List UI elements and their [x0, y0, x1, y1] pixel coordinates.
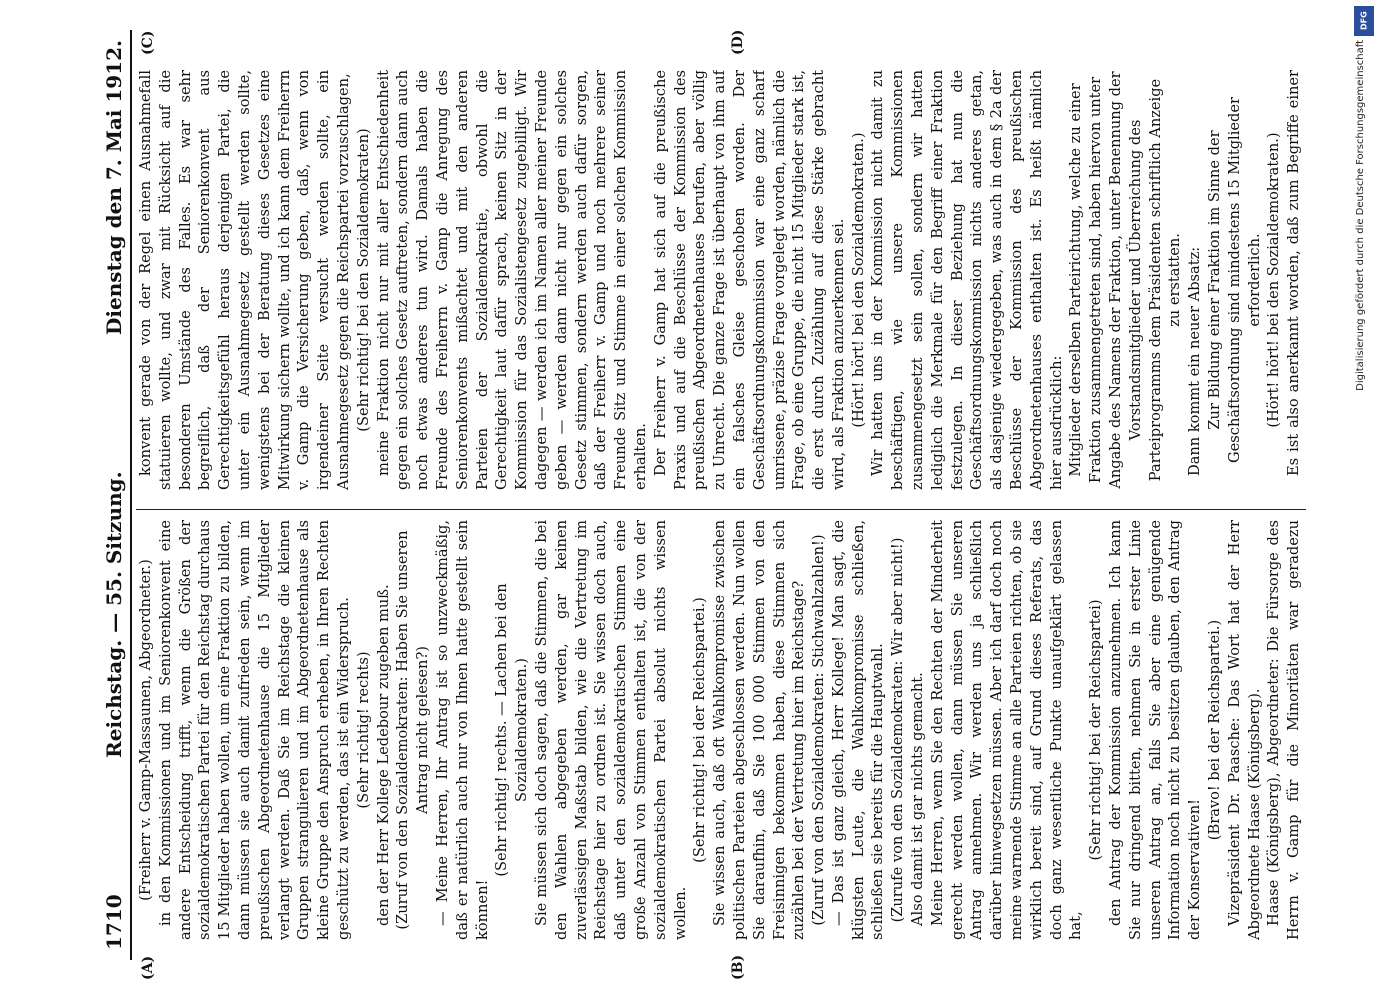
col1-paragraph: den der Herr Kollege Ledebour zugeben muß. — [374, 584, 392, 926]
col2-paragraph: Dann kommt ein neuer Absatz: — [1186, 246, 1204, 476]
col1-paragraph: (Sehr richtig! rechts. — Lachen bei den Sozialdemokraten.) — [493, 583, 531, 877]
col2-paragraph: Es ist also anerkannt worden, daß zum Begriffe einer — [1285, 70, 1303, 476]
col2-paragraph: (Hört! hört! bei den Sozialdemokraten.) — [1265, 132, 1283, 428]
col1-paragraph: den Antrag der Kommission anzunehmen. Ich kann Sie nur dringend bitten, nehmen Sie in erster Linie unseren Antrag an, falls Sie aber eine genügende Information noch nicht zu besitzen glauben, den Antrag der Konservativen! — [1107, 520, 1204, 940]
col1-paragraph: — Das ist ganz gleich, Herr Kollege! Man sagt, die klügsten Leute, die Wahlkompromisse schließen, schließen sie bereits für die Hauptwahl. — [829, 520, 887, 940]
col1-paragraph: Sie müssen sich doch sagen, daß die Stimmen, die bei den Wahlen abgegeben werden, gar keinen zuverlässigen Maßstab bilden, wie die Vertretung im Reichstage hier zu ordnen ist. Sie wissen doch auch, daß unter den sozialdemokratischen Stimmen eine große Anzahl von Stimmen enthalten ist, die von der sozialdemokratischen Partei absolut nichts wissen wollen. — [532, 520, 689, 940]
rotated-page — [40, 0, 1340, 1000]
col1-paragraph: Sie wissen auch, daß oft Wahlkompromisse zwischen politischen Parteien abgeschlossen werden. Nun wollen Sie daraufhin, daß Sie 100 000 Stimmen von den Freisinnigen bekommen haben, diese Stimmen sich zuzählen bei der Vertretung hier im Reichstage? — [711, 520, 808, 940]
col2-paragraph: meine Fraktion nicht nur mit aller Entschiedenheit gegen ein solches Gesetz auftreten, sondern dann auch noch etwas anderes tun wird. Damals haben die Freunde des Freiherrn v. Gamp die Anregung des Seniorenkonvents mißachtet und mit den anderen Parteien der Sozialdemokratie, obwohl die Gerechtigkeit laut dafür sprach, keinen Sitz in der Kommission für das Sozialistengesetz zugebilligt. Wir dagegen — werden ich im Namen aller meiner Freunde geben — werden dann nicht nur gegen ein solches Gesetz stimmen, sondern werden auch dafür sorgen, daß der Freiherr v. Gamp und noch mehrere seiner Freunde Sitz und Stimme in einer solchen Kommission erhalten. — [374, 70, 649, 490]
col2-paragraph: (Sehr richtig! bei den Sozialdemokraten) — [354, 128, 372, 432]
col1-paragraph: (Sehr richtig! bei der Reichspartei.) — [691, 597, 709, 863]
digitization-sidebar — [1351, 0, 1377, 1000]
col1-paragraph: — Meine Herren, Ihr Antrag ist so unzweckmäßig, daß er natürlich auch nur von Ihnen hatte gestellt sein können! — [433, 520, 491, 940]
header-date: Dienstag den 7. Mai 1912. — [102, 40, 126, 335]
col1-paragraph: (Zuruf von den Sozialdemokraten: Haben Sie unseren Antrag nicht gelesen?) — [394, 530, 432, 930]
margin-mark-c: (C) — [140, 30, 156, 55]
col1-paragraph: Meine Herren, wenn Sie den Rechten der Minderheit gerecht werden wollen, dann müssen Sie unseren Antrag annehmen. Wir werden uns ja schließlich darüber hinwegsetzen müssen. Aber ich darf doch noch meine warnende Stimme an alle Parteien richten, ob sie wirklich bereit sind, auf Grund dieses Referats, das doch ganz wesentliche Punkte unaufgeklärt gelassen hat, — [928, 520, 1085, 940]
col1-paragraph: Vizepräsident Dr. Paasche: Das Wort hat der Herr Abgeordnete Haase (Königsberg). — [1225, 520, 1263, 940]
digitization-credit: Digitalisierung gefördert durch die Deutsche Forschungsgemeinschaft — [1355, 40, 1366, 391]
col1-paragraph: Also damit ist gar nichts gemacht. — [909, 672, 927, 926]
col1-paragraph: (Zurufe von den Sozialdemokraten: Wir aber nicht!) — [889, 537, 907, 923]
column-divider — [136, 509, 1306, 510]
col1-paragraph: (Freiherr v. Gamp-Massaunen, Abgeordneter.) — [137, 559, 154, 901]
dfg-logo: DFG — [1354, 6, 1374, 36]
page-header — [98, 30, 132, 960]
col2-paragraph: Wir hatten uns in der Kommission nicht damit zu beschäftigen, wie unsere Kommissionen zusammengesetzt sein sollen, sondern wir hatten lediglich die Merkmale für den Begriff einer Fraktion festzulegen. In dieser Beziehung hat nun die Geschäftsordnungskommission nichts anderes getan, als dasjenige wiedergegeben, was auch in dem § 2a der Beschlüsse der Kommission des preußischen Abgeordnetenhauses enthalten ist. Es heißt nämlich hier ausdrücklich: — [869, 70, 1065, 490]
text-column-right — [136, 70, 1306, 490]
col2-paragraph: Der Freiherr v. Gamp hat sich auf die preußische Praxis und auf die Beschlüsse der Kommission des preußischen Abgeordnetenhauses berufen, aber völlig zu Unrecht. Die ganze Frage ist überhaupt von ihm auf ein falsches Gleise geschoben worden. Der Geschäftsordnungskommission war eine ganz scharf umrissene, präzise Frage vorgelegt worden, nämlich die Frage, ob eine Gruppe, die nicht 15 Mitglieder stark ist, die erst durch Zuzählung auf diese Stärke gebracht wird, als Fraktion anzuerkennen sei. — [651, 70, 847, 490]
col1-paragraph: (Bravo! bei der Reichspartei.) — [1206, 619, 1224, 841]
col1-paragraph: (Zuruf von den Sozialdemokraten: Stichwahlzahlen!) — [810, 534, 828, 926]
header-session: Reichstag. — 55. Sitzung. — [102, 471, 126, 758]
col1-paragraph: in den Kommissionen und im Seniorenkonvent eine andere Entscheidung trifft, wenn die Größen der sozialdemokratischen Partei für den Reichstag durchaus 15 Mitglieder haben wollen, um eine Fraktion zu bilden, dann müssen sie auch damit zufrieden sein, wenn im preußischen Abgeordnetenhause die 15 Mitglieder verlangt werden. Daß Sie im Reichstage die kleinen Gruppen strangulieren und im Abgeordnetenhause als kleine Gruppe den Anspruch erheben, in Ihren Rechten geschützt zu werden, das ist ein Widerspruch. — [156, 520, 352, 940]
col1-paragraph: (Sehr richtig! rechts) — [354, 651, 372, 809]
page-number: 1710 — [102, 894, 126, 950]
col1-paragraph: (Sehr richtig! bei der Reichspartei) — [1087, 599, 1105, 861]
margin-mark-d: (D) — [730, 29, 746, 55]
margin-mark-b: (B) — [730, 954, 746, 980]
col2-paragraph: Zur Bildung einer Fraktion im Sinne der Geschäftsordnung sind mindestens 15 Mitglieder erforderlich. — [1206, 97, 1263, 463]
col2-paragraph: Mitglieder derselben Parteirichtung, welche zu einer Fraktion zusammengetreten sind, haben hiervon unter Angabe des Namens der Fraktion, unter Benennung der Vorstandsmitglieder und Überreichung des Parteiprogramms dem Präsidenten schriftlich Anzeige zu erstatten. — [1067, 71, 1184, 489]
col2-paragraph: (Hört! hört! bei den Sozialdemokraten.) — [849, 132, 867, 428]
text-column-left — [136, 520, 1306, 940]
margin-mark-a: (A) — [140, 955, 156, 980]
col2-paragraph: konvent gerade von der Regel einen Ausnahmefall statuieren wollte, und zwar mit Rücksicht auf die besonderen Umstände des Falles. Es war sehr begreiflich, daß der Seniorenkonvent aus Gerechtigkeitsgefühl heraus derjenigen Partei, die unter ein Ausnahmegesetz gestellt werden sollte, wenigstens bei der Beratung dieses Gesetzes eine Mitwirkung sichern wollte, und ich kann dem Freiherrn v. Gamp die Versicherung geben, daß, wenn von irgendeiner Seite versucht werden sollte, ein Ausnahmegesetz gegen die Reichspartei vorzuschlagen, — [137, 70, 352, 490]
col1-paragraph: Haase (Königsberg), Abgeordneter: Die Fürsorge des Herrn v. Gamp für die Minoritäten war geradezu — [1265, 520, 1303, 940]
